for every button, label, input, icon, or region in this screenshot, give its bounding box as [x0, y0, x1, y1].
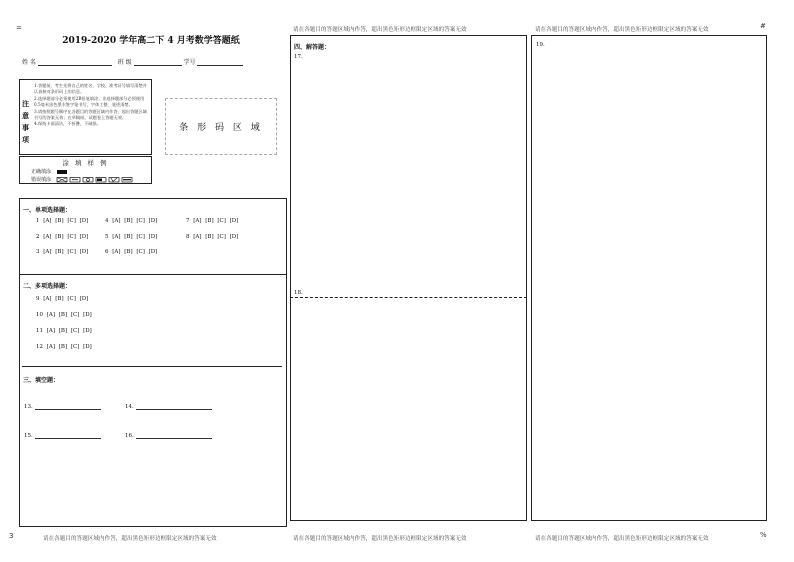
- question-19-label: 19.: [536, 42, 545, 48]
- section4-heading: 四、解答题：: [294, 44, 331, 51]
- section-divider: [22, 366, 282, 367]
- question-18-label: 18.: [294, 290, 303, 296]
- mc-question-5[interactable]: 5 [A] [B] [C] [D]: [105, 234, 158, 240]
- answer-box-19[interactable]: [531, 35, 767, 521]
- wrong-fill-row: [31, 176, 134, 183]
- mc-question-10[interactable]: 10 [A] [B] [C] [D]: [36, 312, 92, 318]
- mc-question-6[interactable]: 6 [A] [B] [C] [D]: [105, 249, 158, 255]
- fill-blank-14-label: 14.: [125, 404, 134, 410]
- class-field[interactable]: [134, 59, 182, 66]
- notice-item: 4.保持卡面清洁，不折叠，不破损。: [34, 121, 101, 127]
- corner-mark-top-right: #: [760, 22, 766, 30]
- student-id-field[interactable]: [197, 59, 243, 66]
- fill-blank-16[interactable]: [125, 433, 212, 439]
- section1-heading: 一、单项选择题：: [23, 207, 72, 214]
- objective-answer-box: [19, 198, 287, 527]
- warning-bottom-right: 请在各题目的答题区域内作答，超出黑色矩形边框限定区域的答案无效: [535, 536, 709, 542]
- page-title: 2019-2020 学年高二下 4 月考数学答题纸: [62, 36, 240, 46]
- correct-fill-mark: [57, 170, 67, 174]
- wrong-fill-label: 错误填涂: [31, 177, 52, 183]
- student-id-label: 学号: [183, 59, 196, 66]
- notice-box: [19, 79, 152, 155]
- section-divider: [19, 274, 287, 275]
- warning-top-right: 请在各题目的答题区域内作答，超出黑色矩形边框限定区域的答案无效: [535, 27, 709, 33]
- notice-heading: 注意事项: [22, 99, 29, 144]
- question-17-label: 17.: [294, 54, 303, 60]
- mc-question-4[interactable]: 4 [A] [B] [C] [D]: [105, 218, 158, 224]
- wrong-fill-marks: [56, 177, 134, 183]
- warning-bottom-middle: 请在各题目的答题区域内作答，超出黑色矩形边框限定区域的答案无效: [293, 536, 467, 542]
- mc-question-8[interactable]: 8 [A] [B] [C] [D]: [186, 234, 239, 240]
- warning-bottom-left: 请在各题目的答题区域内作答，超出黑色矩形边框限定区域的答案无效: [43, 536, 217, 542]
- fill-blank-15[interactable]: [24, 433, 101, 439]
- notice-item: 1.答题前，考生先将自己的姓名、学校、准考证号填写清楚并认真核对条形码上的信息。: [34, 83, 147, 95]
- notice-item: 2.选择题部分必须使用2B铅笔填涂；非选择题部分必须使用0.5毫米黑色墨水签字笔书写，字体工整、笔迹清楚。: [34, 95, 145, 108]
- fill-example-box: [19, 156, 152, 184]
- fill-blank-13[interactable]: [24, 404, 101, 410]
- section3-heading: 三、填空题：: [23, 377, 60, 384]
- fill-blank-15-label: 15.: [24, 433, 33, 439]
- mc-question-7[interactable]: 7 [A] [B] [C] [D]: [186, 218, 239, 224]
- answer-box-17-18[interactable]: [290, 35, 527, 521]
- corner-mark-top-left: =: [16, 24, 22, 32]
- correct-fill-label: 正确填涂: [31, 169, 52, 175]
- class-label: 班 级: [117, 59, 132, 66]
- student-info-row: [22, 57, 243, 66]
- notice-item: 3.请按照题号顺序在各题目的答题区域内作答，超出答题区域书写的答案无效；在草稿纸、试题卷上答题无效。: [34, 108, 147, 121]
- fill-blank-16-label: 16.: [125, 433, 134, 439]
- mc-question-2[interactable]: 2 [A] [B] [C] [D]: [36, 234, 89, 240]
- corner-mark-bottom-right: %: [760, 531, 767, 539]
- mc-question-11[interactable]: 11 [A] [B] [C] [D]: [36, 328, 92, 334]
- mc-question-1[interactable]: 1 [A] [B] [C] [D]: [36, 218, 89, 224]
- mc-question-12[interactable]: 12 [A] [B] [C] [D]: [36, 344, 92, 350]
- barcode-area: 条 形 码 区 域: [165, 98, 277, 155]
- question-divider: [290, 297, 527, 298]
- fill-blank-13-label: 13.: [24, 404, 33, 410]
- mc-question-3[interactable]: 3 [A] [B] [C] [D]: [36, 249, 89, 255]
- corner-mark-bottom-left: 3: [9, 532, 14, 540]
- name-label: 姓 名: [22, 59, 36, 66]
- notice-body: [34, 83, 150, 128]
- fill-blank-14[interactable]: [125, 404, 212, 410]
- section2-heading: 二、多项选择题：: [23, 283, 72, 290]
- fill-example-title: 涂 填 样 例: [62, 159, 109, 167]
- name-field[interactable]: [38, 59, 112, 66]
- correct-fill-row: [31, 168, 67, 175]
- warning-top-middle: 请在各题目的答题区域内作答，超出黑色矩形边框限定区域的答案无效: [293, 27, 467, 33]
- mc-question-9[interactable]: 9 [A] [B] [C] [D]: [36, 296, 89, 302]
